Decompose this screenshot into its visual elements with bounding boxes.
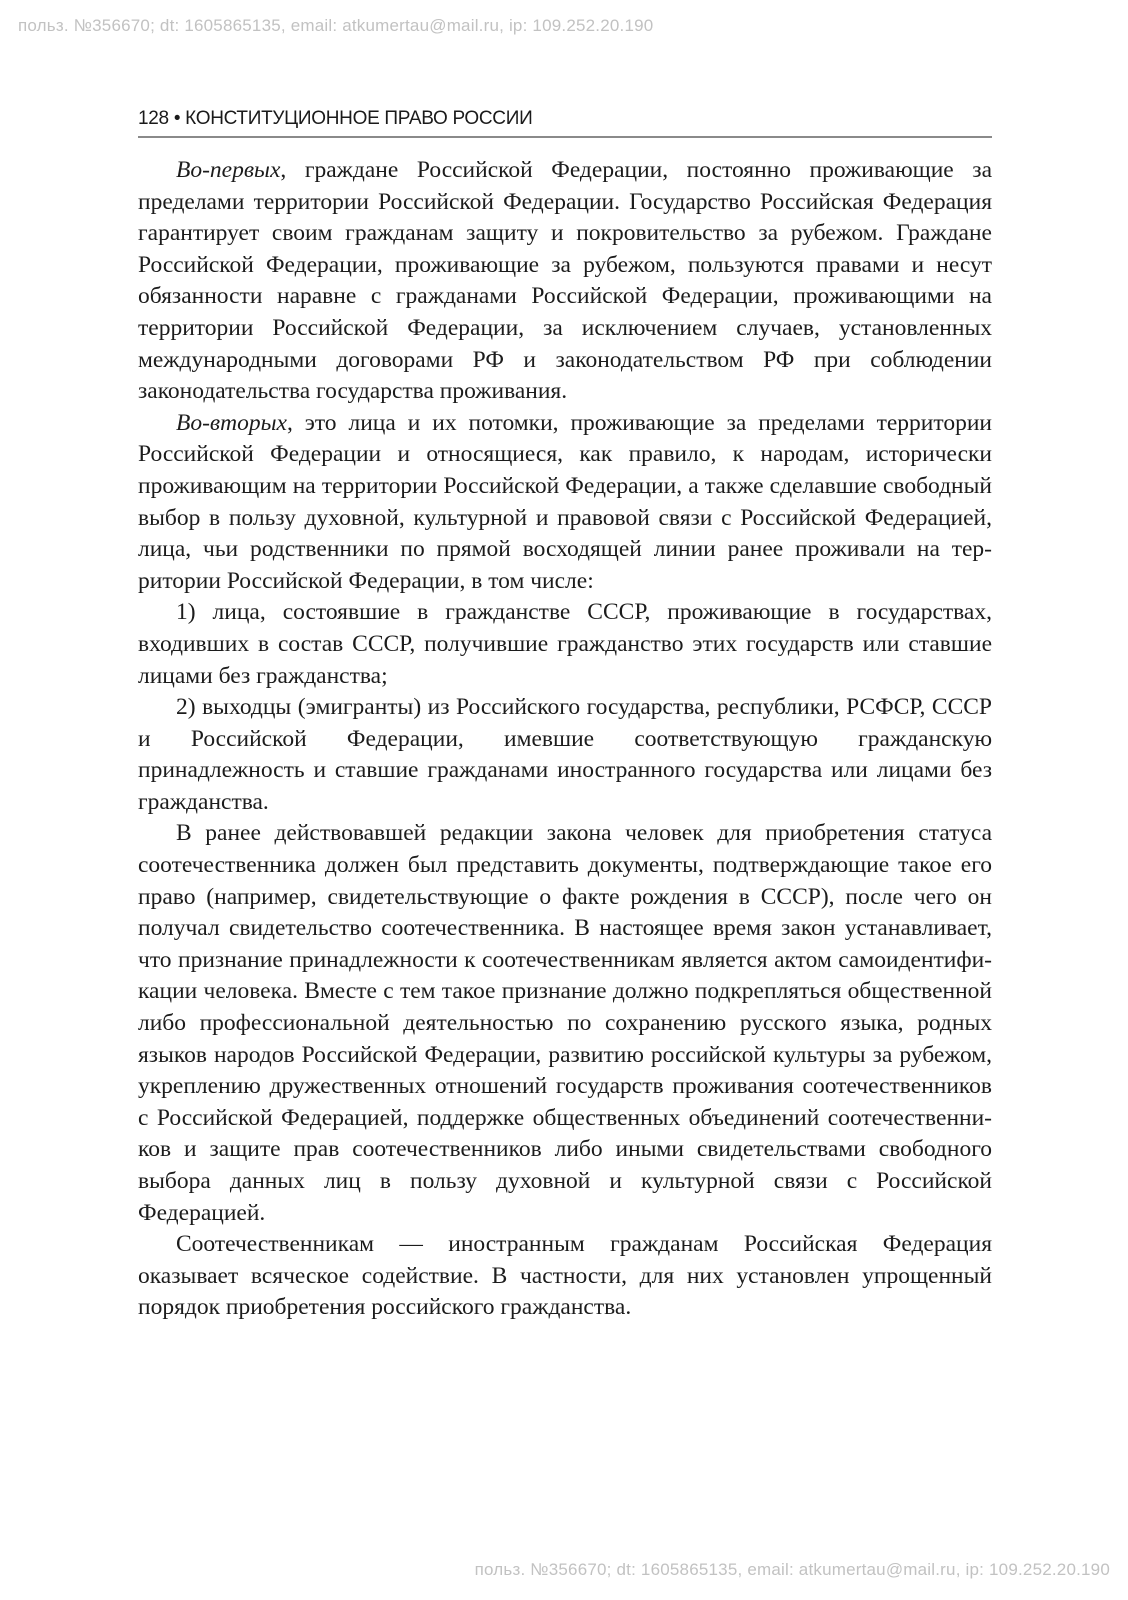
paragraph-3 bbox=[138, 818, 992, 1229]
list-item-1 bbox=[138, 597, 992, 692]
body-text bbox=[138, 155, 992, 1324]
paragraph-text: 2) выходцы (эмигранты) из Российского государства, республики, РСФСР, СССР и Российской Федерации, имевшие соответствующую гражданскую принадлежность и ставшие гражданами иностранного государства или лицами без гражданства. bbox=[138, 694, 992, 815]
watermark-top: польз. №356670; dt: 1605865135, email: atkumertau@mail.ru, ip: 109.252.20.190 bbox=[18, 16, 654, 35]
watermark-bottom: польз. №356670; dt: 1605865135, email: atkumertau@mail.ru, ip: 109.252.20.190 bbox=[474, 1560, 1110, 1579]
running-head bbox=[138, 108, 992, 134]
paragraph-text: , граждане Российской Федерации, постоянно проживающие за пределами территории Российской Федерации. Государство Российская Федерация гарантирует своим гражданам защиту и покровительство за рубежом. Граждане Российской Федерации, проживающие за рубежом, пользуются правами и несут обязанности наравне с гражданами Российской Федерации, проживающими на территории Российской Федерации, за исключением случаев, установленных международными договорами РФ и законодательством РФ при соблюдении законодательства государства проживания. bbox=[138, 157, 992, 405]
header-rule bbox=[138, 136, 992, 138]
paragraph-text: Соотечественникам — иностранным гражданам Российская Федерация оказывает всяческое содействие. В частности, для них установлен упрощенный порядок приобретения российского гражданства. bbox=[138, 1231, 992, 1321]
list-item-2 bbox=[138, 692, 992, 818]
paragraph-2 bbox=[138, 408, 992, 598]
paragraph-lead: Во-первых bbox=[176, 157, 281, 183]
paragraph-4 bbox=[138, 1229, 992, 1324]
paragraph-text: , это лица и их потомки, проживающие за пределами территории Российской Федерации и относящиеся, как правило, к народам, исторически проживающим на территории Российской Федерации, а также сделавшие свободный выбор в пользу духовной, культурной и правовой связи с Российской Федерацией, лица, чьи родственники по прямой восходящей линии ранее проживали на территории Российской Федерации, в том числе: bbox=[138, 409, 992, 594]
paragraph-lead: Во-вторых bbox=[176, 409, 287, 436]
paragraph-text: В ранее действовавшей редакции закона человек для приобретения статуса соотечественника должен был представить документы, подтверждающие такое его право (например, свидетельствующие о факте рождения в СССР), после чего он получал свидетельство соотечественника. В настоящее время закон устанавливает, что признание принадлежности к соотечественникам является актом самоидентификации человека. Вместе с тем такое признание должно подкрепляться общественной либо профессиональной деятельностью по сохранению русского языка, родных языков народов Российской Федерации, развитию российской культуры за рубежом, укреплению дружественных отношений государств проживания соотечественников с Российской Федерацией, поддержке общественных объединений соотечественников и защите прав соотечественников либо иными свидетельствами свободного выбора данных лиц в пользу духовной и культурной связи с Российской Федерацией. bbox=[138, 820, 992, 1226]
page-number: 128 bbox=[138, 108, 169, 129]
book-title: КОНСТИТУЦИОННОЕ ПРАВО РОССИИ bbox=[185, 108, 533, 129]
paragraph-text: 1) лица, состоявшие в гражданстве СССР, проживающие в государствах, входивших в состав СССР, получившие гражданство этих государств или ставшие лицами без гражданства; bbox=[138, 599, 992, 689]
header-bullet: • bbox=[173, 108, 181, 129]
paragraph-1 bbox=[138, 155, 992, 408]
